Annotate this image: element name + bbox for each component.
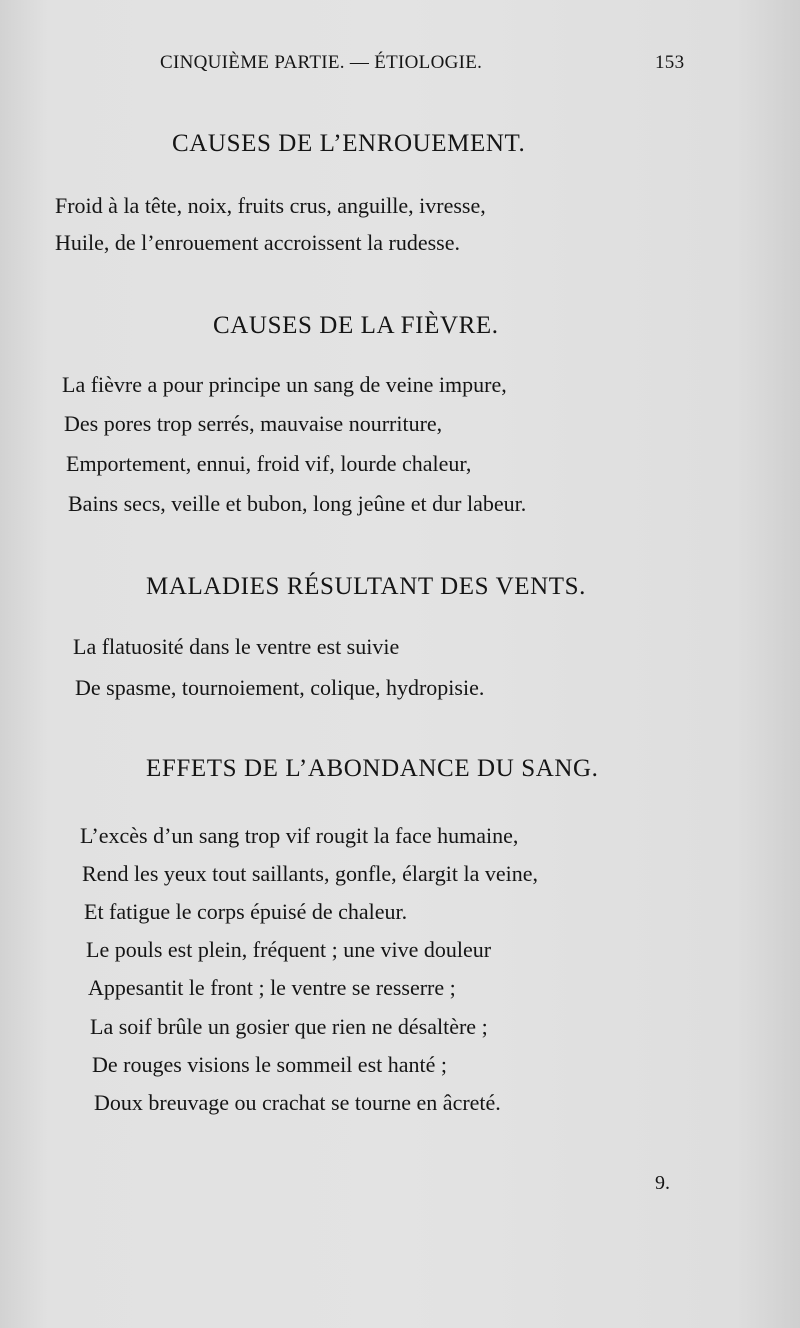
verse-line: L’excès d’un sang trop vif rougit la face humaine,: [80, 823, 519, 848]
verse-line: Froid à la tête, noix, fruits crus, anguille, ivresse,: [55, 193, 486, 218]
verse-line: Rend les yeux tout saillants, gonfle, élargit la veine,: [82, 861, 538, 886]
page-number: 153: [655, 52, 685, 73]
signature-mark: 9.: [655, 1172, 670, 1194]
section-heading-enrouement: CAUSES DE L’ENROUEMENT.: [172, 130, 526, 157]
verse-line: Le pouls est plein, fréquent ; une vive douleur: [86, 937, 492, 962]
verse-line: Doux breuvage ou crachat se tourne en âcreté.: [94, 1090, 501, 1115]
section-heading-vents: MALADIES RÉSULTANT DES VENTS.: [146, 573, 586, 600]
verse-line: Appesantit le front ; le ventre se resserre ;: [88, 975, 456, 1000]
verse-line: Des pores trop serrés, mauvaise nourriture,: [64, 411, 443, 436]
verse-line: La flatuosité dans le ventre est suivie: [73, 634, 400, 659]
verse-line: De rouges visions le sommeil est hanté ;: [92, 1052, 447, 1077]
verse-line: La soif brûle un gosier que rien ne désaltère ;: [90, 1014, 488, 1039]
running-title: CINQUIÈME PARTIE. — ÉTIOLOGIE.: [160, 52, 483, 73]
verse-line: Emportement, ennui, froid vif, lourde chaleur,: [66, 451, 472, 476]
verse-line: La fièvre a pour principe un sang de veine impure,: [62, 372, 507, 397]
verse-line: Et fatigue le corps épuisé de chaleur.: [84, 899, 408, 924]
section-heading-fievre: CAUSES DE LA FIÈVRE.: [213, 312, 499, 339]
verse-line: Huile, de l’enrouement accroissent la rudesse.: [55, 230, 461, 255]
section-heading-abondance-sang: EFFETS DE L’ABONDANCE DU SANG.: [146, 755, 599, 782]
verse-line: De spasme, tournoiement, colique, hydropisie.: [75, 675, 485, 700]
verse-line: Bains secs, veille et bubon, long jeûne et dur labeur.: [68, 491, 527, 516]
